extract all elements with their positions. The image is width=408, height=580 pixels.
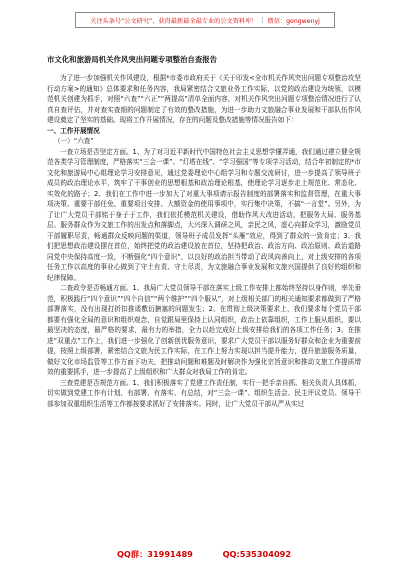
banner-wechat-text: 微信：gongwenyj [267,17,320,25]
document-body [47,54,361,409]
subsection-heading: （一）“六查” [54,137,94,145]
section-heading: 一、工作开展情况 [47,126,100,135]
top-banner [75,12,335,28]
banner-separator: | [261,16,264,24]
intro-paragraph: 为了进一步加强机关作风建设，根据*市委市政府关于《关于印发<全市机关作风突出问题专项整治攻坚行动方案>的通知》总体要求和任务内容，我局紧密结合文旅业务工作实际，以党的政治建设为统领，以模范机关创建为抓手，对照“六查”“六正”“两提高”清单全面内容，对机关作风突出问题专项整治情况进行了认真自查评估，并对查实查细的问题制定了有效的整改措施，为进一步助力文旅融合事业发展和干部队伍作风建设奠定了坚实的基础。现将工作开展情况，存在的问题及整改措施等情况报告如下： [47,74,361,124]
body-paragraph-3: 三查党建是否规范方面。1、我们积极落实了党建工作责任制，实行一把手亲自抓、相关负责人具体抓，切实做到党建工作有计划、有部署、有落实、有总结，对“三会一课”、组织生活会、民主评议党员、领导干部参加双重组织生活等工作都按要求抓好了安排落实。同时，让广大党员干部从严从实过 [47,378,361,408]
body-paragraph-1: 一查立场是否坚定方面。1、为了对习近平新时代中国特色社会主义思想学懂弄通，我们通过建立健全规范各类学习管理制度，严格落实“三会一课”、“灯塔在线”、“学习强国”等专项学习活动，结合年初制定的*市文化和旅游局中心组理论学习安排意见，通过党委理论中心组学习和专题交流研讨，进一步提高了领导班子成员的政治理论水平，筑牢了干事创业的思想根基和政治理论根基，使理论学习逐步走上规范化、常态化、实效化的路子；2、我们在工作中进一步加大了对重大事项请示报告制度的部署落实和监督管理，在重大事项决策、重要干部任免、重要项目安排、大额资金的使用事项中，实行集中决策，不搞“一言堂”。另外，为了让广大党员干部铭于身子于工作，我们依托模范机关建设，借助作风大改进活动，把服务大局、服务基层、服务群众作为文旅工作的出发点和落脚点，大兴深入调研之风，亲民之风，虚心向群众学习，激励党员干部履职尽责，畅通群众反映问题的渠道，领导班子成员发挥“头雁”效应，得到了群众的一致肯定；3、我们把思想政治建设摆在首位，始终把党的政治建设放在首位，坚持把政治、政治方向、政治原则、政治道路同党中央保持高度一致，不断强化“四个意识”，以良好的政治担当带动了政风向善向上，对上级安排的各项任务工作以高度的事业心做到了守土有责、守土尽责，为文旅融合事业发展和文旅兴国提供了良好的组织和纪律保障。 [47,147,361,282]
banner-promo-text: 关注头条号“公文研究”，获得最新最全最专业的公文资料库！ [90,17,258,25]
footer-contact [0,549,408,560]
footer-qq-group: QQ群：31991489 [116,549,193,559]
footer-qq: QQ:535304092 [222,549,292,559]
body-paragraph-2: 二查政令是否畅通方面。1、我局广大党员领导干部在落实上级工作安排上都始终坚持以身作则，率先垂范，积极践行“四个意识”“四个自信”“两个维护”“四个服从”，对上级相关部门的相关通知要求都做到了严格部署落实，没有出现打折扣推诿敷衍搪塞的问题发生；2、在贯彻上级决策要求上，我们要求每个党员干部都要有强化全局的意识和组织观念，自觉跟局里保持上认同组织，政治上依靠组织，工作上服从组织，要以最坚决的态度，最严格的要求，最有力的举措，全力以赴完成好上级安排给我们的各项工作任务；3、在推进“双重点”工作上，我们进一步强化了创新创优服务意识，要求广大党员干部以服务好群众和企业为重要前提，按照上级部署，紧密结合文旅为民工作实际，在工作上努力实现以担当提升能力，提升旅游服务质量，做好文化市场监管等工作方面下功夫，把推动问题和难题及时解决作为强化宗旨意识和推动文旅工作提质增效的重要抓手，进一步提高了上级组织和广大群众对我局工作的肯定。 [47,284,361,376]
document-title: 市文化和旅游局机关作风突出问题专项整治自查报告 [47,55,217,64]
